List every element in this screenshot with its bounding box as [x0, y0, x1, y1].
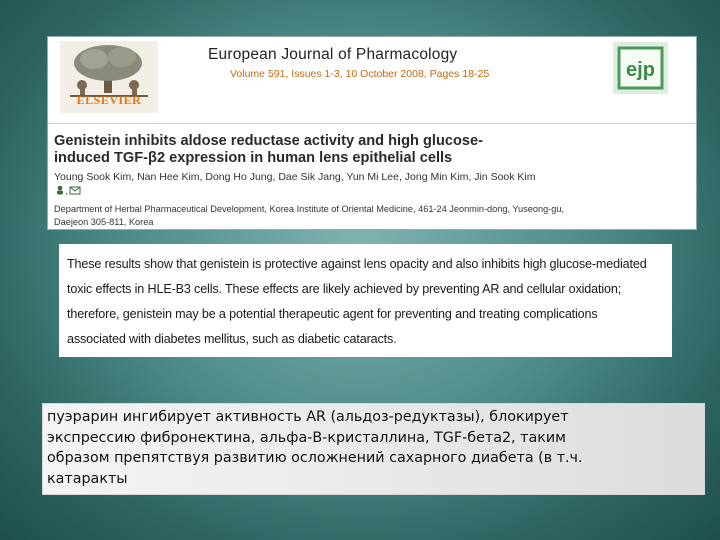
russian-summary-box — [42, 403, 705, 495]
affiliation-line: Department of Herbal Pharmaceutical Development, Korea Institute of Oriental Medicine, 461-24 Jeonmin-dong, Yuseong-gu, — [54, 204, 565, 214]
svg-text:,: , — [65, 187, 68, 195]
quote-line: toxic effects in HLE-B3 cells. These effects are likely achieved by preventing AR and cellular oxidation; — [67, 282, 622, 296]
affiliation-line: Daejeon 305-811, Korea — [54, 217, 154, 227]
journal-volume-link[interactable]: Volume 591, Issues 1-3, 10 October 2008, Pages 18-25 — [230, 68, 490, 80]
quote-line: These results show that genistein is protective against lens opacity and also inhibits high glucose-mediated — [67, 257, 647, 271]
publisher-name: ELSEVIER — [76, 93, 142, 107]
quote-line: associated with diabetes mellitus, such as diabetic cataracts. — [67, 332, 397, 346]
person-icon — [57, 186, 63, 195]
article-affiliation — [54, 203, 694, 229]
journal-title: European Journal of Pharmacology — [208, 46, 458, 63]
abstract-quote-panel — [59, 244, 672, 357]
ejp-logo — [613, 42, 668, 94]
summary-line: катаракты — [47, 470, 128, 487]
email-icon — [70, 187, 80, 194]
journal-header — [48, 37, 696, 124]
ejp-logo-text: ejp — [626, 59, 655, 81]
article-title-line: Genistein inhibits aldose reductase activity and high glucose- — [54, 133, 483, 149]
article-header-panel — [47, 36, 697, 230]
article-title-line: induced TGF-β2 expression in human lens epithelial cells — [54, 150, 453, 166]
author-contact-icons — [56, 185, 96, 195]
summary-line: образом препятствуя развитию осложнений сахарного диабета (в т.ч. — [47, 450, 583, 466]
summary-line: экспрессию фибронектина, альфа-B-кристаллина, TGF-бета2, таким — [47, 429, 566, 446]
article-authors[interactable]: Young Sook Kim, Nan Hee Kim, Dong Ho Jung, Dae Sik Jang, Yun Mi Lee, Jong Min Kim, Jin Sook Kim — [54, 171, 536, 183]
quote-line: therefore, genistein may be a potential therapeutic agent for preventing and treating complications — [67, 307, 598, 321]
summary-line: пуэрарин ингибирует активность AR (альдоз-редуктазы), блокирует — [47, 409, 569, 425]
article-title — [54, 133, 694, 167]
